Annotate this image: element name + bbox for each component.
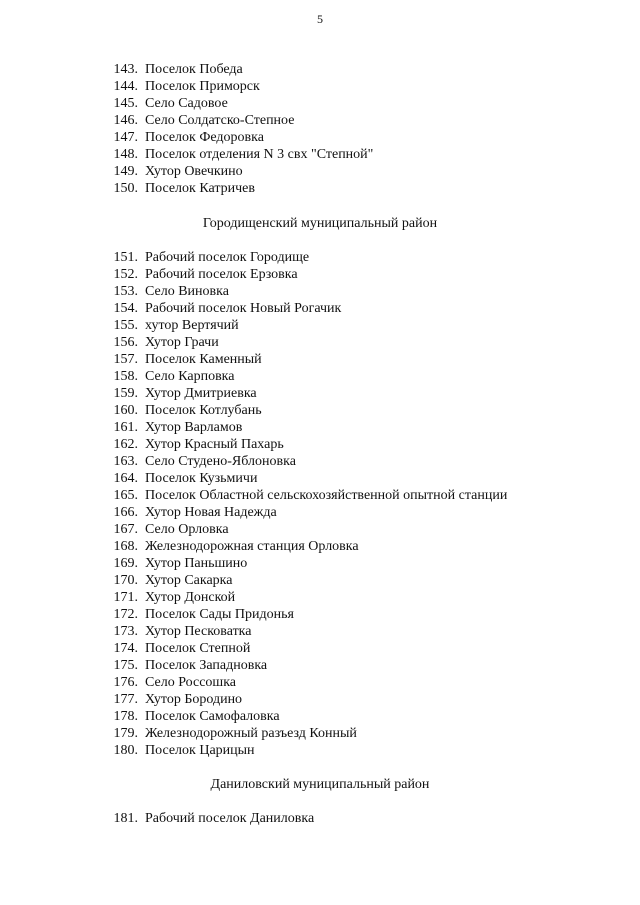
list-item (0, 163, 640, 180)
item-number: 168. (113, 539, 138, 554)
item-number: 173. (113, 624, 138, 639)
item-name: хутор Вертячий (145, 318, 239, 333)
list-item (0, 368, 640, 385)
item-number: 148. (113, 147, 138, 162)
item-name: Хутор Песковатка (145, 624, 252, 639)
item-name: Хутор Сакарка (145, 573, 233, 588)
item-name: Хутор Донской (145, 590, 236, 605)
list-item (0, 419, 640, 436)
list-item (0, 95, 640, 112)
item-number: 174. (113, 641, 138, 656)
list-item (0, 708, 640, 725)
item-number: 179. (113, 726, 138, 741)
item-number: 152. (113, 267, 138, 282)
list-item (0, 334, 640, 351)
item-name: Железнодорожный разъезд Конный (145, 726, 357, 741)
list-item (0, 300, 640, 317)
list-item (0, 180, 640, 197)
item-name: Поселок отделения N 3 свх "Степной" (145, 147, 374, 162)
list-item (0, 78, 640, 95)
list-item (0, 266, 640, 283)
item-name: Поселок Степной (145, 641, 251, 656)
item-number: 151. (113, 250, 138, 265)
list-item (0, 146, 640, 163)
item-name: Хутор Красный Пахарь (145, 437, 284, 452)
list-item (0, 112, 640, 129)
item-name: Поселок Победа (145, 62, 243, 77)
list-item (0, 283, 640, 300)
item-number: 165. (113, 488, 138, 503)
list-item (0, 402, 640, 419)
list-item (0, 538, 640, 555)
item-number: 143. (113, 62, 138, 77)
list-item (0, 453, 640, 470)
district-heading: Даниловский муниципальный район (210, 777, 430, 792)
list-item (0, 129, 640, 146)
item-name: Поселок Каменный (145, 352, 262, 367)
item-number: 158. (113, 369, 138, 384)
item-name: Поселок Сады Придонья (145, 607, 294, 622)
settlement-list-group-1 (0, 249, 640, 759)
settlement-list-group-2 (0, 810, 640, 827)
item-name: Село Садовое (145, 96, 228, 111)
item-number: 146. (113, 113, 138, 128)
list-item (0, 521, 640, 538)
item-name: Поселок Кузьмичи (145, 471, 258, 486)
item-name: Рабочий поселок Новый Рогачик (145, 301, 342, 316)
list-item (0, 61, 640, 78)
list-item (0, 572, 640, 589)
item-name: Поселок Областной сельскохозяйственной опытной станции (145, 488, 508, 503)
list-item (0, 317, 640, 334)
item-name: Хутор Дмитриевка (145, 386, 257, 401)
list-item (0, 504, 640, 521)
item-name: Железнодорожная станция Орловка (145, 539, 359, 554)
item-number: 144. (113, 79, 138, 94)
list-item (0, 606, 640, 623)
item-number: 145. (113, 96, 138, 111)
list-item (0, 436, 640, 453)
item-number: 155. (113, 318, 138, 333)
item-name: Хутор Новая Надежда (145, 505, 277, 520)
item-name: Хутор Бородино (145, 692, 243, 707)
list-item (0, 589, 640, 606)
list-item (0, 470, 640, 487)
item-number: 157. (113, 352, 138, 367)
item-name: Рабочий поселок Городище (145, 250, 310, 265)
item-number: 162. (113, 437, 138, 452)
item-name: Поселок Царицын (145, 743, 255, 758)
list-item (0, 385, 640, 402)
item-name: Хутор Овечкино (145, 164, 243, 179)
list-item (0, 810, 640, 827)
item-name: Поселок Катричев (145, 181, 255, 196)
item-name: Поселок Западновка (145, 658, 268, 673)
item-name: Село Орловка (145, 522, 229, 537)
district-heading: Городищенский муниципальный район (202, 216, 438, 231)
item-name: Поселок Федоровка (145, 130, 264, 145)
item-name: Хутор Варламов (145, 420, 243, 435)
list-item (0, 555, 640, 572)
list-item (0, 249, 640, 266)
list-item (0, 487, 640, 504)
list-item (0, 725, 640, 742)
item-number: 181. (113, 811, 138, 826)
item-name: Село Студено-Яблоновка (145, 454, 296, 469)
item-number: 175. (113, 658, 138, 673)
settlement-list-group-0 (0, 61, 640, 197)
item-name: Хутор Паньшино (145, 556, 248, 571)
item-number: 167. (113, 522, 138, 537)
item-name: Село Россошка (145, 675, 237, 690)
item-number: 180. (113, 743, 138, 758)
list-item (0, 674, 640, 691)
list-item (0, 623, 640, 640)
item-number: 161. (113, 420, 138, 435)
item-name: Рабочий поселок Ерзовка (145, 267, 298, 282)
item-number: 166. (113, 505, 138, 520)
item-number: 154. (113, 301, 138, 316)
item-name: Хутор Грачи (145, 335, 219, 350)
item-number: 176. (113, 675, 138, 690)
item-number: 169. (113, 556, 138, 571)
item-name: Поселок Котлубань (145, 403, 262, 418)
list-item (0, 742, 640, 759)
item-name: Рабочий поселок Даниловка (145, 811, 315, 826)
item-number: 156. (113, 335, 138, 350)
item-number: 164. (113, 471, 138, 486)
item-number: 171. (113, 590, 138, 605)
item-name: Поселок Приморск (145, 79, 260, 94)
list-item (0, 640, 640, 657)
item-number: 160. (113, 403, 138, 418)
item-number: 163. (113, 454, 138, 469)
item-number: 150. (113, 181, 138, 196)
item-number: 170. (113, 573, 138, 588)
list-item (0, 351, 640, 368)
item-name: Село Виновка (145, 284, 229, 299)
item-name: Поселок Самофаловка (145, 709, 280, 724)
item-name: Село Солдатско-Степное (145, 113, 295, 128)
item-number: 159. (113, 386, 138, 401)
item-number: 178. (113, 709, 138, 724)
item-number: 172. (113, 607, 138, 622)
page-number: 5 (317, 12, 323, 26)
item-name: Село Карповка (145, 369, 235, 384)
item-number: 149. (113, 164, 138, 179)
item-number: 177. (113, 692, 138, 707)
item-number: 153. (113, 284, 138, 299)
item-number: 147. (113, 130, 138, 145)
list-item (0, 657, 640, 674)
list-item (0, 691, 640, 708)
